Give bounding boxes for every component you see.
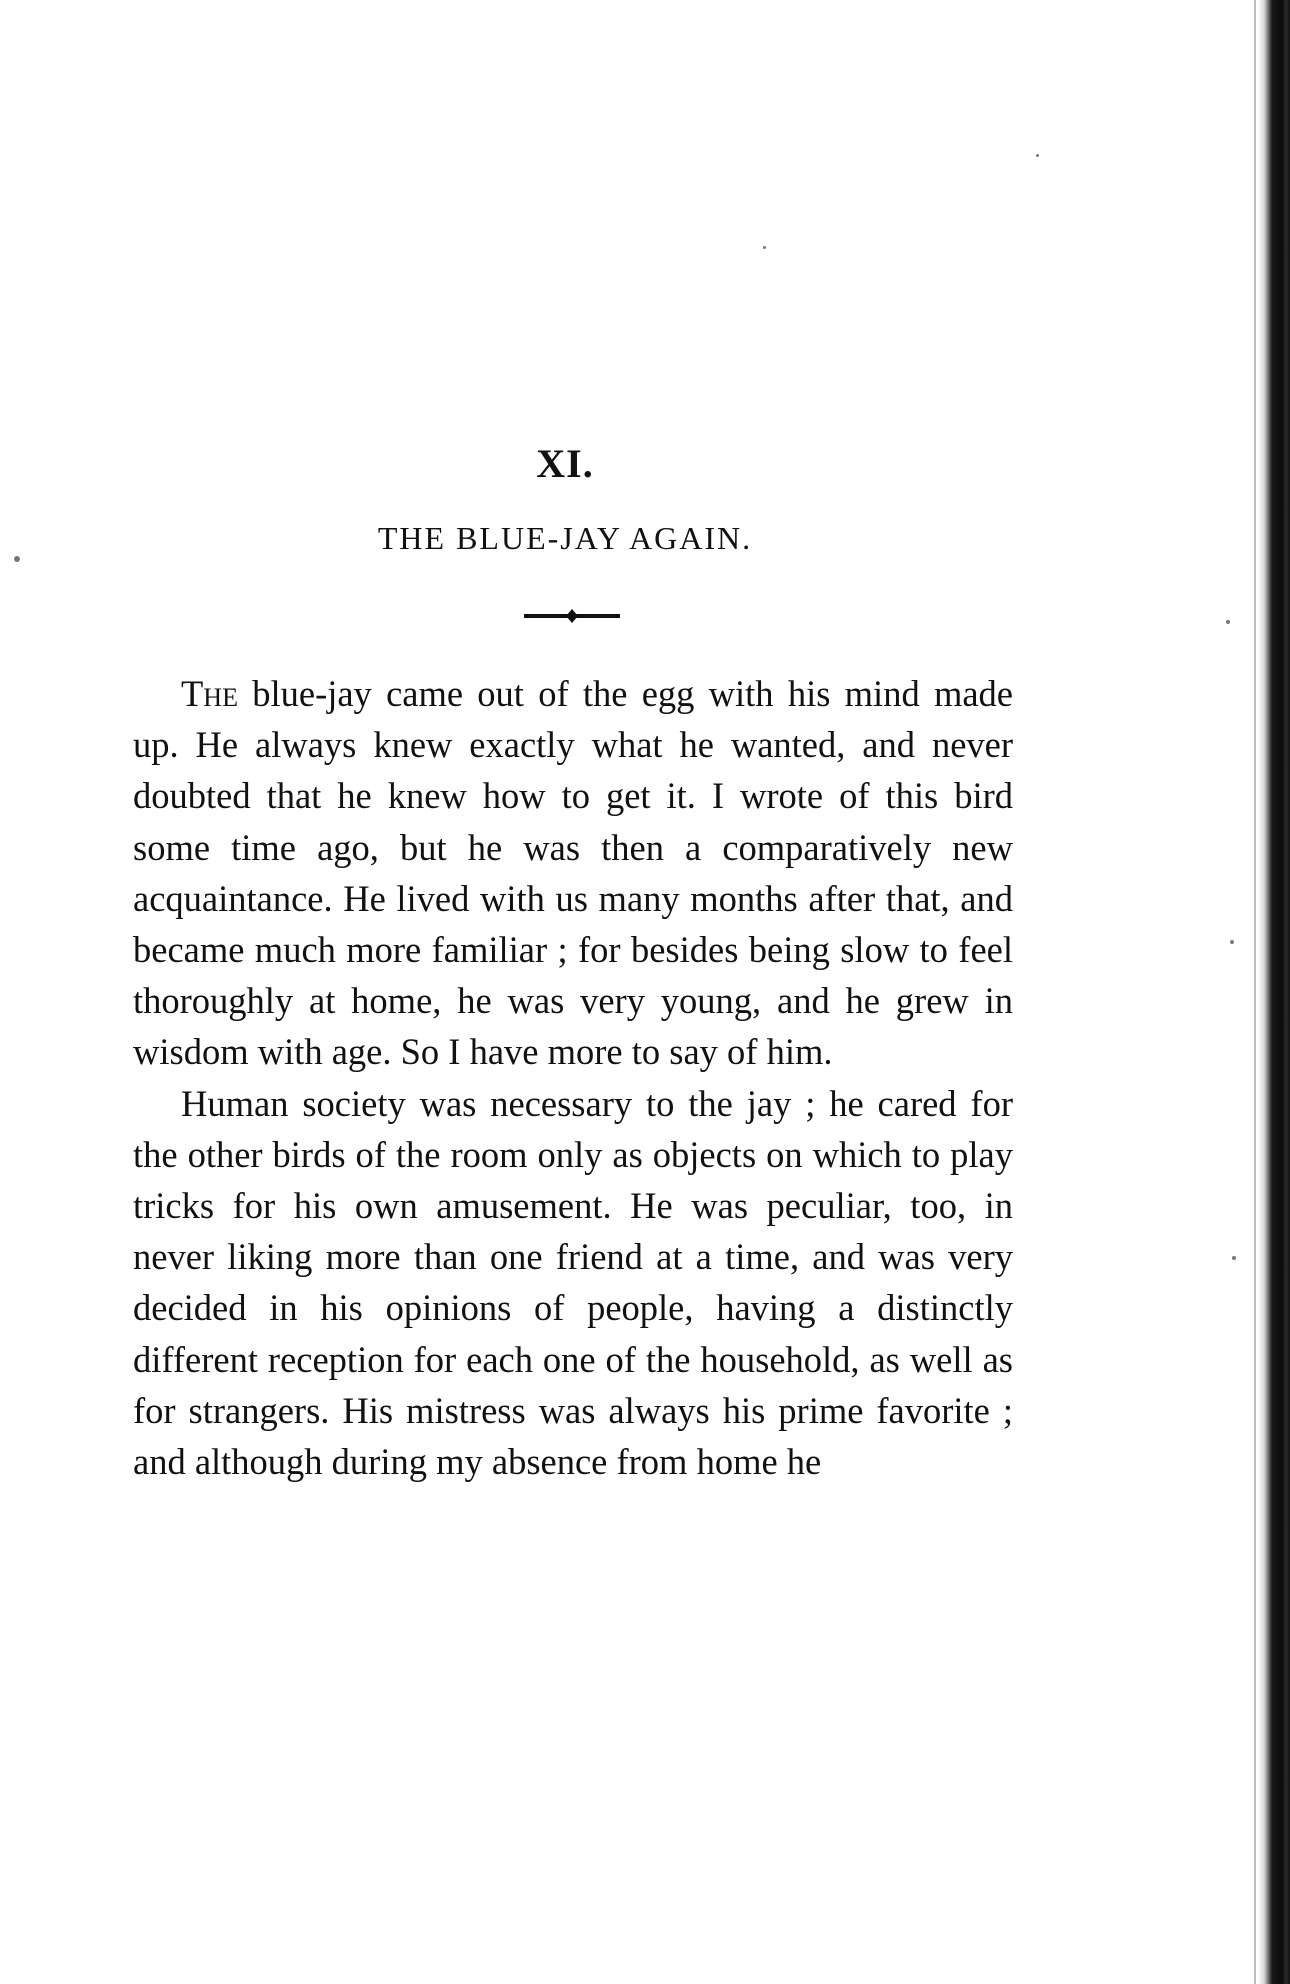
paper-speck bbox=[1226, 620, 1230, 624]
paragraph-text: blue-jay came out of the egg with his mind made up. He always knew exactly what he wanted, and never doubted that he knew how to get it. I wrote of this bird some time ago, but he was then a comparatively new acquaintance. He lived with us many months after that, and became much more familiar ; for besides being slow to feel thoroughly at home, he was very young, and he grew in wisdom with age. So I have more to say of him. bbox=[133, 673, 1013, 1073]
paper-speck bbox=[1232, 1256, 1236, 1260]
page-gutter-line bbox=[1254, 0, 1256, 1984]
chapter-body bbox=[133, 668, 1013, 1487]
paragraph bbox=[133, 1078, 1013, 1488]
paragraph-lead-word: The bbox=[181, 673, 238, 714]
paper-speck bbox=[1230, 940, 1234, 944]
paper-speck bbox=[763, 246, 766, 249]
chapter-title: THE BLUE-JAY AGAIN. bbox=[377, 520, 753, 556]
ornament-divider-icon bbox=[524, 606, 620, 626]
paragraph-text: Human society was necessary to the jay ; he cared for the other birds of the room only as objects on which to play tricks for his own amusement. He was peculiar, too, in never liking more than one friend at a time, and was very decided in his opinions of people, having a distinctly different reception for each one of the household, as well as for strangers. His mistress was always his prime favorite ; and although during my absence from home he bbox=[133, 1082, 1013, 1483]
paper-speck bbox=[1036, 154, 1039, 157]
paragraph bbox=[133, 668, 1013, 1078]
book-spine-edge bbox=[1258, 0, 1290, 1984]
chapter-number: XI. bbox=[536, 441, 594, 486]
